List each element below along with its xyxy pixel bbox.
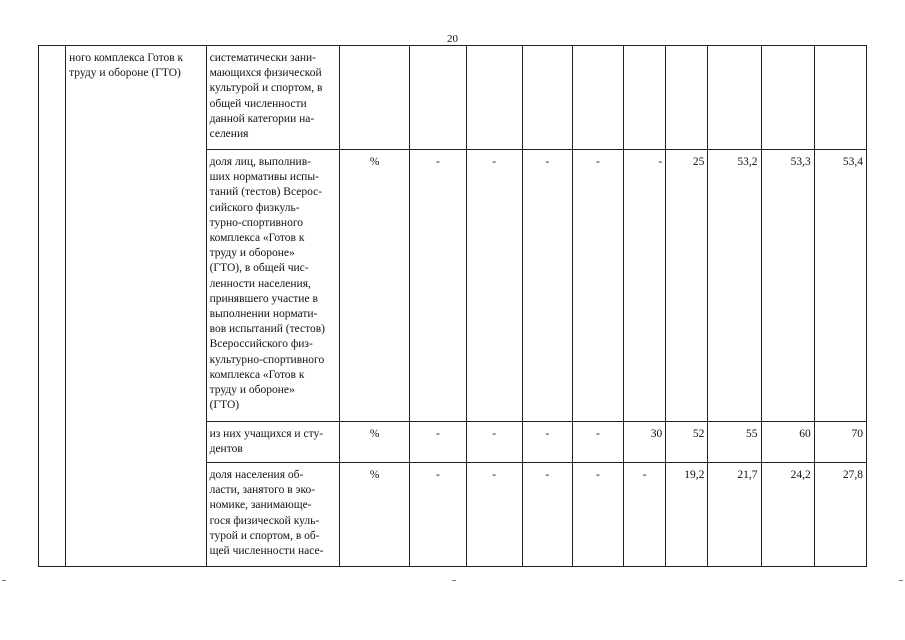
value-cell: - [522,150,572,422]
value-cell: - [410,150,466,422]
value-cell: - [624,463,666,567]
description-cell: систематически зани- мающихся физической культурой и спортом, в общей численности данной категории на- селения [206,46,339,150]
unit-cell [340,46,410,150]
value-cell: - [522,463,572,567]
number-cell [39,46,66,567]
page-number: 20 [447,33,458,45]
indicator-name-cell: ного комплекса Готов к труду и обороне (ГТО) [66,46,207,567]
value-cell: - [466,150,522,422]
value-cell: 30 [624,422,666,463]
description-cell: доля населения об- ласти, занятого в эко- номике, занимающе- гося физической куль- турой и спортом, в об- щей численности насе- [206,463,339,567]
value-cell: 21,7 [708,463,761,567]
unit-cell: % [340,150,410,422]
value-cell [666,46,708,150]
value-cell: 24,2 [761,463,814,567]
description-cell: из них учащихся и сту- дентов [206,422,339,463]
value-cell [410,46,466,150]
value-cell [624,46,666,150]
unit-cell: % [340,422,410,463]
unit-cell: % [340,463,410,567]
value-cell: 53,4 [814,150,866,422]
value-cell: - [410,463,466,567]
value-cell: - [522,422,572,463]
value-cell: - [410,422,466,463]
value-cell [761,46,814,150]
value-cell: 27,8 [814,463,866,567]
value-cell [814,46,866,150]
scan-edge-marks [0,580,905,582]
value-cell: 19,2 [666,463,708,567]
value-cell: - [624,150,666,422]
value-cell: 55 [708,422,761,463]
table-row [39,46,867,150]
value-cell: - [466,463,522,567]
value-cell: - [572,463,623,567]
value-cell: - [572,422,623,463]
value-cell: - [466,422,522,463]
value-cell: 53,3 [761,150,814,422]
value-cell: 25 [666,150,708,422]
value-cell: 53,2 [708,150,761,422]
description-cell: доля лиц, выполнив- ших нормативы испы- таний (тестов) Всерос- сийского физкуль- турно-спортивного комплекса «Готов к труду и обороне» (ГТО), в общей чис- ленности населения, принявшего участие в выполнении нормати- вов испытаний (тестов) Всероссийского физ- культурно-спортивного комплекса «Готов к труду и обороне» (ГТО) [206,150,339,422]
value-cell: 60 [761,422,814,463]
value-cell [522,46,572,150]
value-cell: - [572,150,623,422]
value-cell: 70 [814,422,866,463]
indicators-table [38,45,867,567]
value-cell [708,46,761,150]
value-cell: 52 [666,422,708,463]
value-cell [466,46,522,150]
value-cell [572,46,623,150]
